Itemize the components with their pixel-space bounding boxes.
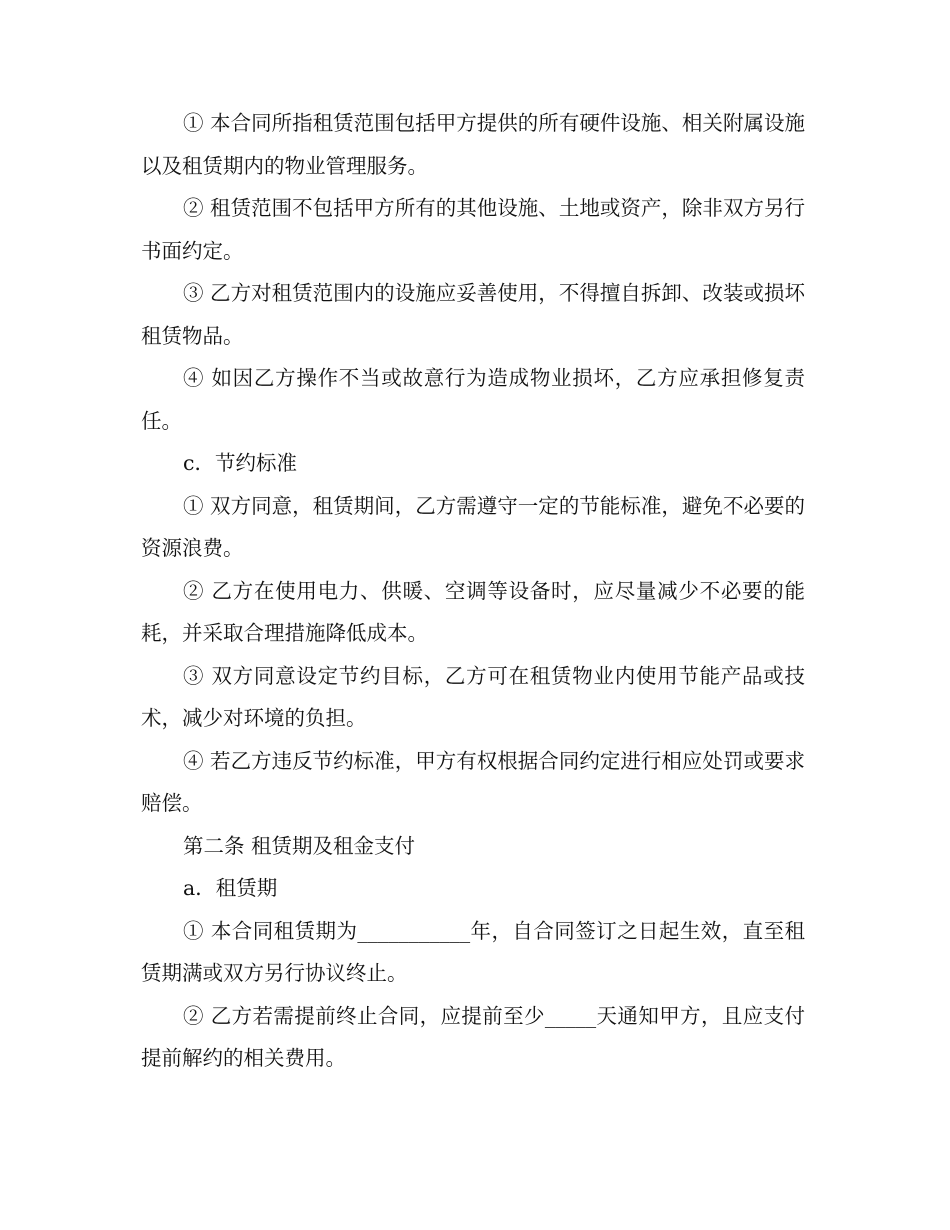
document-body	[141, 102, 805, 1080]
clause-saving-4: ④ 若乙方违反节约标准，甲方有权根据合同约定进行相应处罚或要求赔偿。	[141, 748, 805, 815]
article-heading-lease-term: 第二条 租赁期及租金支付	[183, 833, 416, 858]
clause-saving-1: ① 双方同意，租赁期间，乙方需遵守一定的节能标准，避免不必要的资源浪费。	[141, 493, 805, 560]
clause-scope-1: ① 本合同所指租赁范围包括甲方提供的所有硬件设施、相关附属设施以及租赁期内的物业管理服务。	[141, 111, 805, 178]
clause-scope-2: ② 租赁范围不包括甲方所有的其他设施、土地或资产，除非双方另行书面约定。	[141, 196, 805, 263]
clause-saving-3: ③ 双方同意设定节约目标，乙方可在租赁物业内使用节能产品或技术，减少对环境的负担。	[141, 663, 805, 730]
clause-scope-3: ③ 乙方对租赁范围内的设施应妥善使用，不得擅自拆卸、改装或损坏租赁物品。	[141, 281, 805, 348]
clause-term-1: ① 本合同租赁期为___________年，自合同签订之日起生效，直至租赁期满或双方另行协议终止。	[141, 918, 805, 985]
section-heading-saving-standard: c．节约标准	[183, 451, 297, 475]
clause-scope-4: ④ 如因乙方操作不当或故意行为造成物业损坏，乙方应承担修复责任。	[141, 366, 805, 433]
section-heading-lease-term: a．租赁期	[183, 876, 278, 900]
clause-saving-2: ② 乙方在使用电力、供暖、空调等设备时，应尽量减少不必要的能耗，并采取合理措施降低成本。	[141, 578, 805, 645]
clause-term-2: ② 乙方若需提前终止合同，应提前至少_____天通知甲方，且应支付提前解约的相关费用。	[141, 1003, 805, 1070]
